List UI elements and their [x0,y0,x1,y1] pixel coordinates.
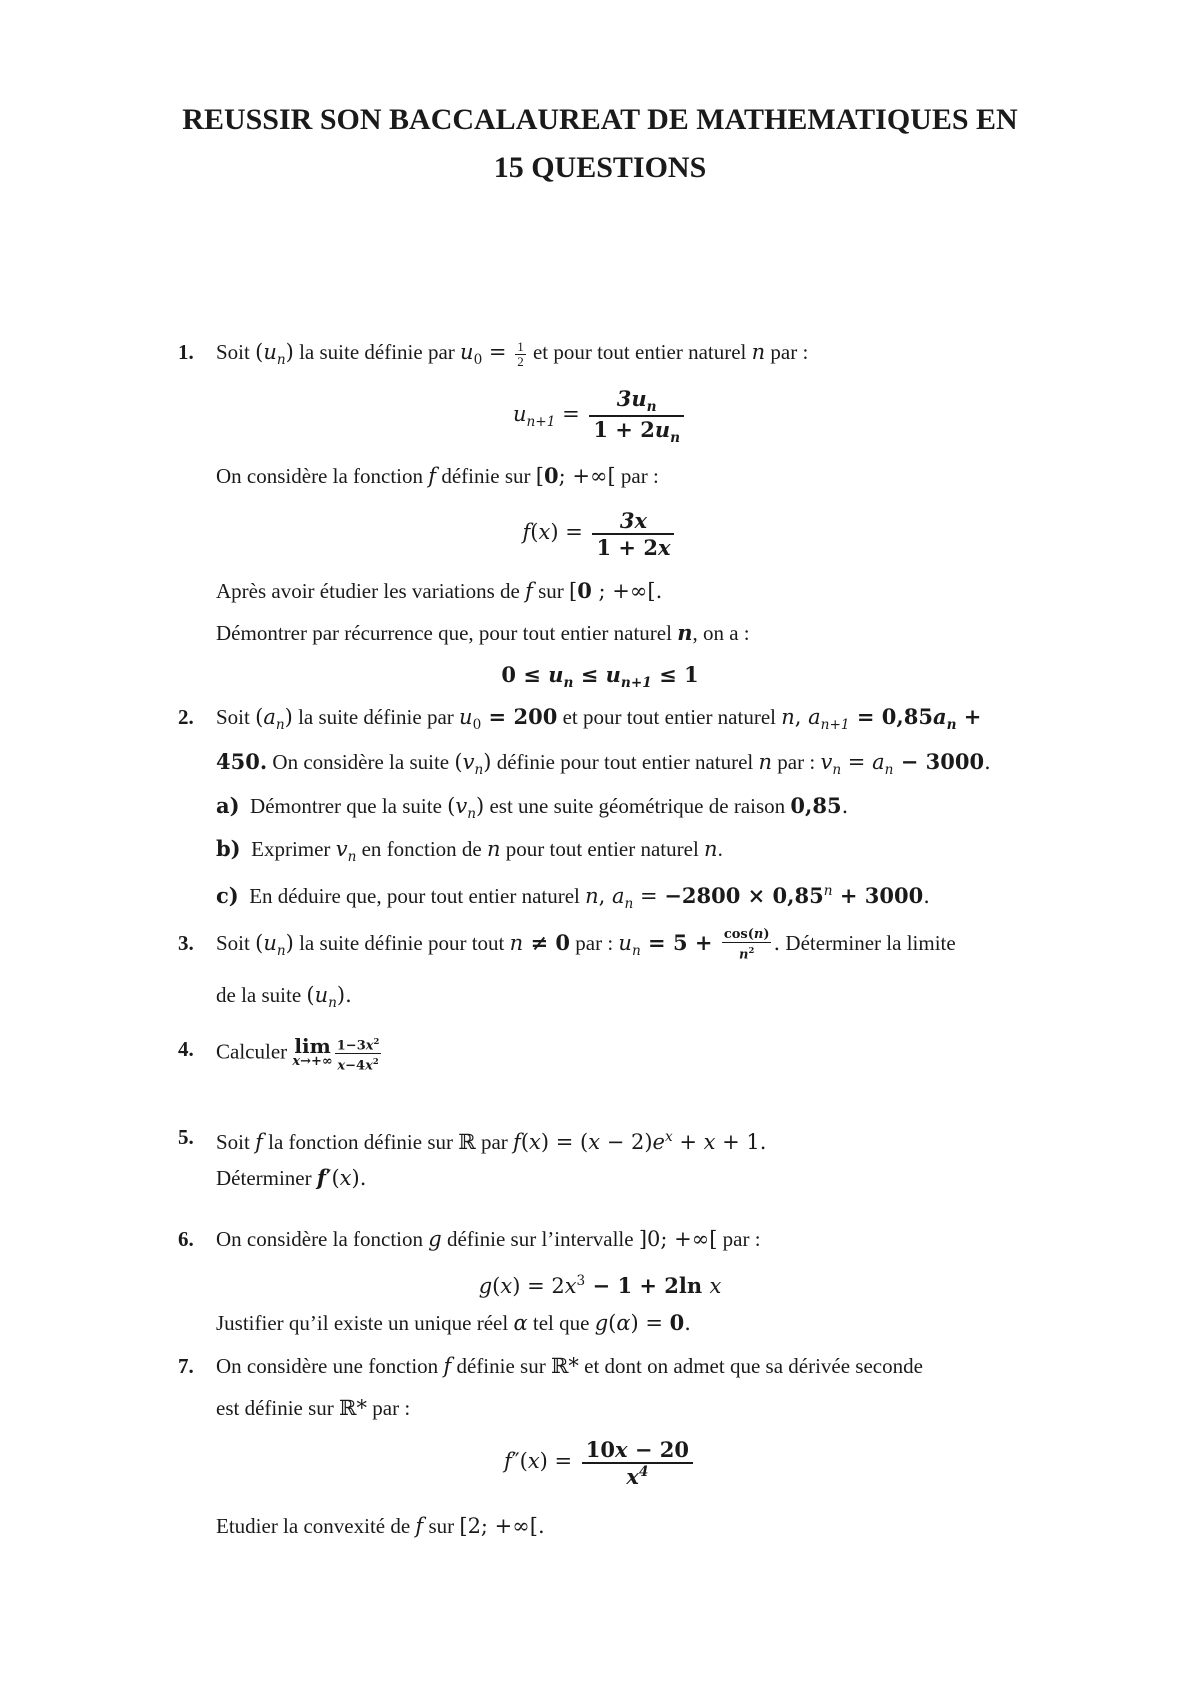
question-1-recurrence: Démontrer par récurrence que, pour tout entier naturel n, on a : [216,620,750,645]
question-6-number: 6. [178,1227,194,1251]
question-2a: a) Démontrer que la suite $(v_n)$ est une suite géométrique de raison 0,85. [216,793,849,823]
question-1-number: 1. [178,340,194,364]
question-2-intro: Soit $(a_n)$ la suite définie par $u_0 = 200$ et pour tout entier naturel n, $a_{n+1} = 0,85a_n$ + [216,704,982,734]
title-line-2: 15 QUESTIONS [493,151,707,184]
question-1-variations: Après avoir étudier les variations de f sur [0 ; +∞[. [216,578,663,603]
question-3-limit: de la suite $(u_n)$. [216,983,352,1012]
question-2-number: 2. [178,705,194,729]
inequality-display: $0 \le u_n \le u_{n+1} \le 1$ [501,662,699,692]
question-1-intro: Soit $(u_n)$ la suite définie par $u_0$ = $\frac{1}{2}$ et pour tout entier naturel n par : [216,338,809,369]
question-7-intro: On considère une fonction f définie sur ℝ* et dont on admet que sa dérivée seconde [216,1354,923,1378]
question-3-number: 3. [178,931,194,955]
question-2-sequence-v: 450. On considère la suite $(v_n)$ définie pour tout entier naturel n par : $v_n = a_n - 3000$. [216,749,991,779]
question-2b: b) Exprimer $v_n$ en fonction de n pour tout entier naturel n. [216,836,723,866]
function-f-definition: f(x) = $\frac{3x}{1 + 2x}$ [0,508,1200,560]
recurrence-formula: $u_{n+1}$ = $\frac{3u_n}{1 + 2u_n}$ [0,386,1200,446]
question-7-number: 7. [178,1354,194,1378]
question-6-intro: On considère la fonction g définie sur l’intervalle ]0; +∞[ par : [216,1227,761,1251]
question-7-domain: est définie sur ℝ* par : [216,1396,411,1420]
question-5-number: 5. [178,1125,194,1149]
page-title [0,96,1200,192]
question-6-justify: Justifier qu’il existe un unique réel α tel que g(α) = 0. [216,1310,691,1335]
question-7-convexity: Etudier la convexité de f sur [2; +∞[. [216,1514,545,1538]
question-4-limit: Calculer lim x→+∞ $\frac{1-3x^2}{x-4x^2}$ [216,1033,380,1074]
function-g-definition: $g(x) = 2x^3 - 1 + 2\ln$ x [478,1273,722,1298]
question-4-number: 4. [178,1037,194,1061]
second-derivative-definition: f″(x) = $\frac{10x - 20}{x^4}$ [0,1437,1200,1489]
question-2c: c) En déduire que, pour tout entier naturel n, $a_n = -2800 \times 0,85^n + 3000$. [216,883,930,913]
question-3-intro: Soit $(u_n)$ la suite définie pour tout n ≠ 0 par : $u_n = 5$ + $\frac{\cos(n)}{n^2}$ . Déterminer la limite [216,927,956,963]
question-1-function-intro: On considère la fonction f définie sur [0; +∞[ par : [216,463,659,488]
title-line-1: REUSSIR SON BACCALAUREAT DE MATHEMATIQUES EN [182,103,1018,136]
question-5-derivative: Déterminer f′(x). [216,1165,367,1190]
question-5-intro: Soit f la fonction définie sur ℝ par $f(x) = (x - 2)e^x + x + 1$. [216,1129,767,1154]
